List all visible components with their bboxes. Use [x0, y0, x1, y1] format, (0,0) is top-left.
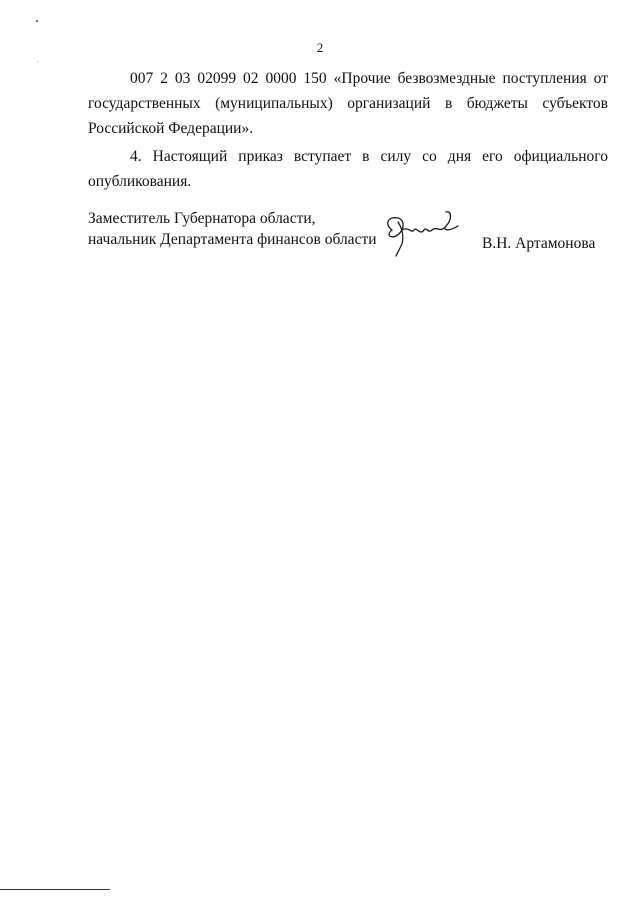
- signer-name: В.Н. Артамонова: [482, 235, 596, 252]
- page-number: 2: [316, 40, 324, 55]
- signature-position-line-1: Заместитель Губернатора области,: [88, 210, 316, 227]
- footer-rule: [0, 889, 110, 890]
- paragraph-budget-code: 007 2 03 02099 02 0000 150 «Прочие безвозмездные поступления от государственных (муниципальных) организаций в бюджеты субъектов Российской Федерации».: [88, 70, 608, 137]
- scan-artifact-dot: [36, 20, 38, 22]
- signature-position-line-2: начальник Департамента финансов области: [88, 231, 377, 248]
- handwritten-signature: [378, 208, 464, 258]
- signature-position: [88, 208, 377, 250]
- scan-artifact-dot: [37, 61, 38, 62]
- paragraph-effective-date: 4. Настоящий приказ вступает в силу со дня его официального опубликования.: [88, 148, 608, 190]
